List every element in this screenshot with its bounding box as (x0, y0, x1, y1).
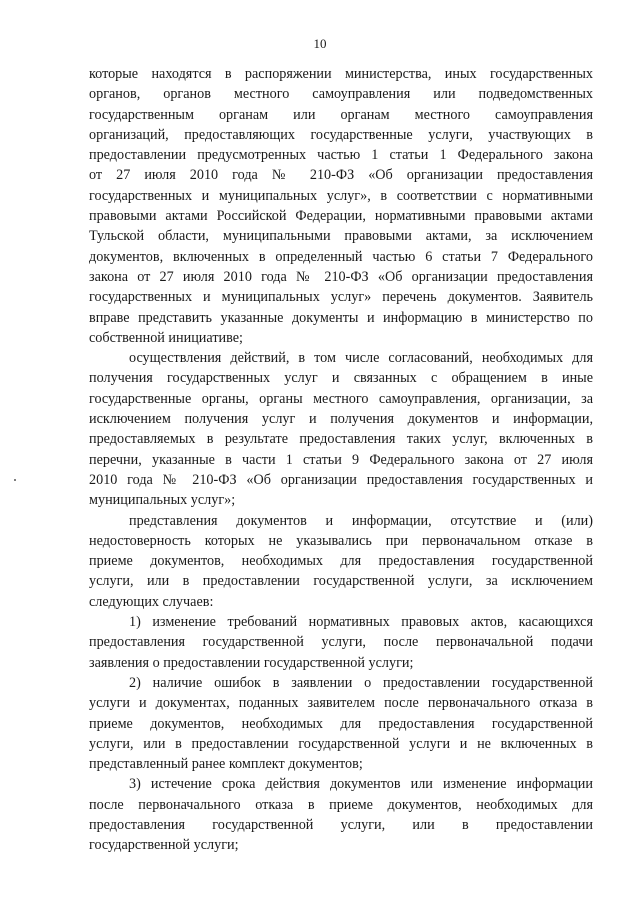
text-line: правовыми актами Российской Федерации, нормативными правовыми актами (89, 208, 593, 225)
page-number: 10 (313, 36, 327, 51)
text-line: следующих случаев: (89, 593, 214, 610)
paragraph (89, 348, 593, 510)
text-line: муниципальных услуг»; (89, 492, 236, 509)
text-line: представления документов и информации, отсутствие и (или) (129, 512, 593, 529)
text-line: недостоверность которых не указывались при первоначальном отказе в (89, 532, 593, 549)
text-line: 2) наличие ошибок в заявлении о предоставлении государственной (129, 674, 593, 691)
text-line: услуги, или в предоставлении государственной услуги и не включенных в (89, 735, 593, 752)
text-line: органов, органов местного самоуправления или подведомственных (89, 86, 593, 103)
text-line: государственным органам или органам местного самоуправления (89, 106, 593, 123)
paragraph (89, 673, 593, 774)
text-line: 1) изменение требований нормативных правовых актов, касающихся (129, 614, 593, 631)
text-line: документов, включенных в определенный частью 6 статьи 7 Федерального (89, 248, 593, 265)
text-line: заявления о предоставлении государственной услуги; (89, 654, 414, 671)
text-line: предоставления государственной услуги, или в предоставлении (89, 816, 593, 833)
text-line: приеме документов, необходимых для предоставления государственной (89, 715, 593, 732)
text-line: организаций, предоставляющих государственные услуги, участвующих в (89, 126, 593, 143)
text-line: собственной инициативе; (89, 329, 243, 346)
text-line: вправе представить указанные документы и информацию в министерство по (89, 309, 593, 326)
text-line: Тульской области, муниципальными правовыми актами, за исключением (89, 228, 593, 245)
paragraph (89, 774, 593, 855)
text-line: предоставлении предусмотренных частью 1 статьи 1 Федерального закона (89, 147, 593, 164)
text-line: от 27 июля 2010 года № 210-ФЗ «Об организации предоставления (89, 167, 593, 184)
paragraph (89, 511, 593, 612)
paragraph (89, 612, 593, 673)
margin-mark (14, 479, 16, 481)
text-line: осуществления действий, в том числе согласований, необходимых для (129, 350, 593, 367)
text-line: услуги, или в предоставлении государственной услуги, за исключением (89, 573, 593, 590)
text-line: предоставления государственной услуги, после первоначальной подачи (89, 634, 593, 651)
text-line: приеме документов, необходимых для предоставления государственной (89, 553, 593, 570)
text-line: государственных и муниципальных услуг» перечень документов. Заявитель (89, 289, 593, 306)
text-line: получения государственных услуг и связанных с обращением в иные (89, 370, 593, 387)
text-line: закона от 27 июля 2010 года № 210-ФЗ «Об организации предоставления (89, 268, 593, 285)
text-line: государственной услуги; (89, 837, 239, 854)
text-line: исключением получения услуг и получения документов и информации, (89, 411, 593, 428)
text-line: 3) истечение срока действия документов или изменение информации (129, 776, 593, 793)
text-line: предоставляемых в результате предоставления таких услуг, включенных в (89, 431, 593, 448)
text-line: услуги и документах, поданных заявителем после первоначального отказа в (89, 695, 593, 712)
text-line: 2010 года № 210-ФЗ «Об организации предоставления государственных и (89, 471, 593, 488)
text-line: государственных и муниципальных услуг», в соответствии с нормативными (89, 187, 593, 204)
text-line: перечни, указанные в части 1 статьи 9 Федерального закона от 27 июля (89, 451, 593, 468)
text-line: после первоначального отказа в приеме документов, необходимых для (89, 796, 593, 813)
text-line: государственные органы, органы местного самоуправления, организации, за (89, 390, 593, 407)
paragraph (89, 64, 593, 348)
text-line: представленный ранее комплект документов; (89, 756, 363, 773)
document-body (89, 64, 593, 856)
text-line: которые находятся в распоряжении министерства, иных государственных (89, 66, 593, 82)
